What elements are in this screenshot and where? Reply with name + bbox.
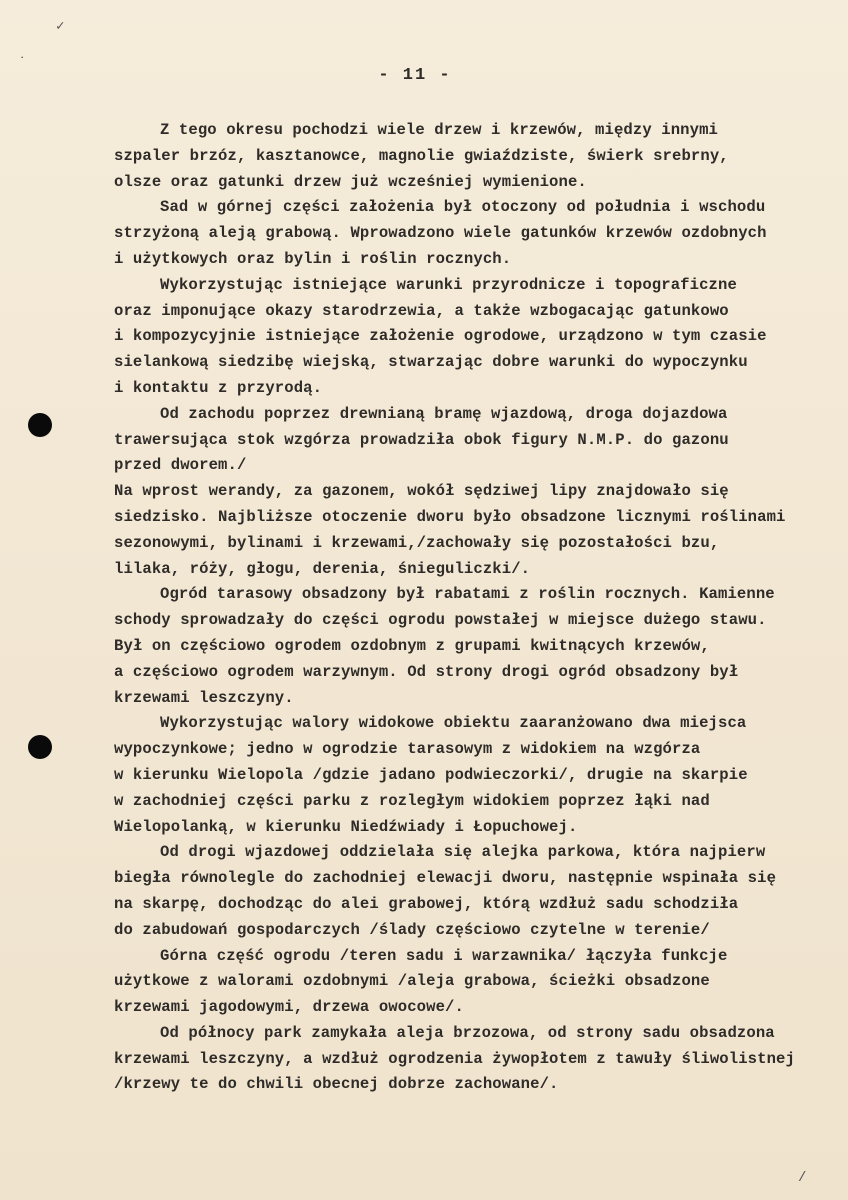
text-line: krzewami leszczyny, a wzdłuż ogrodzenia żywopłotem z tawuły śliwolistnej bbox=[114, 1049, 795, 1068]
text-line: biegła równolegle do zachodniej elewacji dworu, następnie wspinała się bbox=[114, 869, 777, 888]
text-line: wypoczynkowe; jedno w ogrodzie tarasowym z widokiem na wzgórza bbox=[114, 740, 701, 759]
text-line: a częściowo ogrodem warzywnym. Od strony drogi ogród obsadzony był bbox=[114, 662, 739, 681]
speck-mark: ✓ bbox=[56, 19, 65, 35]
text-line: oraz imponujące okazy starodrzewia, a także wzbogacając gatunkowo bbox=[114, 301, 729, 320]
text-line: Górna część ogrodu /teren sadu i warzawnika/ łączyła funkcje bbox=[160, 946, 728, 965]
text-line: trawersująca stok wzgórza prowadziła obok figury N.M.P. do gazonu bbox=[114, 430, 729, 449]
text-line: i kontaktu z przyrodą. bbox=[114, 378, 323, 397]
text-line: krzewami jagodowymi, drzewa owocowe/. bbox=[114, 998, 464, 1017]
text-line: sezonowymi, bylinami i krzewami,/zachowały się pozostałości bzu, bbox=[114, 533, 720, 552]
text-line: użytkowe z walorami ozdobnymi /aleja grabowa, ścieżki obsadzone bbox=[114, 972, 710, 991]
text-line: do zabudowań gospodarczych /ślady częściowo czytelne w terenie/ bbox=[114, 920, 710, 939]
text-line: Wielopolanką, w kierunku Niedźwiady i Łopuchowej. bbox=[114, 817, 578, 836]
text-line: przed dworem./ bbox=[114, 456, 247, 475]
text-line: siedzisko. Najbliższe otoczenie dworu było obsadzone licznymi roślinami bbox=[114, 507, 786, 526]
text-line: strzyżoną aleją grabową. Wprowadzono wiele gatunków krzewów ozdobnych bbox=[114, 224, 767, 243]
text-line: /krzewy te do chwili obecnej dobrze zachowane/. bbox=[114, 1075, 559, 1094]
punch-hole-top bbox=[28, 413, 52, 437]
text-line: Od drogi wjazdowej oddzielała się alejka parkowa, która najpierw bbox=[160, 843, 766, 862]
text-line: w kierunku Wielopola /gdzie jadano podwieczorki/, drugie na skarpie bbox=[114, 765, 748, 784]
text-line: w zachodniej części parku z rozległym widokiem poprzez łąki nad bbox=[114, 791, 710, 810]
text-line: Od zachodu poprzez drewnianą bramę wjazdową, droga dojazdowa bbox=[160, 404, 728, 423]
text-line: Wykorzystując istniejące warunki przyrodnicze i topograficzne bbox=[160, 275, 737, 294]
text-line: i użytkowych oraz bylin i roślin rocznych. bbox=[114, 249, 512, 268]
body-text bbox=[114, 118, 844, 1098]
text-line: olsze oraz gatunki drzew już wcześniej wymienione. bbox=[114, 172, 587, 191]
text-line: lilaka, róży, głogu, derenia, śnieguliczki/. bbox=[114, 559, 531, 578]
text-line: na skarpę, dochodząc do alei grabowej, którą wzdłuż sadu schodziła bbox=[114, 894, 739, 913]
text-line: Z tego okresu pochodzi wiele drzew i krzewów, między innymi bbox=[160, 121, 719, 139]
text-line: Na wprost werandy, za gazonem, wokół sędziwej lipy znajdowało się bbox=[114, 482, 729, 501]
text-line: Sad w górnej części założenia był otoczony od południa i wschodu bbox=[160, 198, 766, 217]
text-line: i kompozycyjnie istniejące założenie ogrodowe, urządzono w tym czasie bbox=[114, 327, 767, 346]
text-line: Ogród tarasowy obsadzony był rabatami z roślin rocznych. Kamienne bbox=[160, 585, 775, 604]
text-line: Od północy park zamykała aleja brzozowa, od strony sadu obsadzona bbox=[160, 1023, 775, 1042]
text-line: schody sprowadzały do części ogrodu powstałej w miejsce dużego stawu. bbox=[114, 611, 767, 630]
speck-mark: ˙ bbox=[18, 56, 27, 72]
text-line: Wykorzystując walory widokowe obiektu zaaranżowano dwa miejsca bbox=[160, 714, 747, 733]
text-line: Był on częściowo ogrodem ozdobnym z grupami kwitnących krzewów, bbox=[114, 636, 710, 655]
page-number: - 11 - bbox=[378, 66, 452, 85]
text-line: krzewami leszczyny. bbox=[114, 688, 294, 707]
punch-hole-bottom bbox=[28, 735, 52, 759]
text-line: sielankową siedzibę wiejską, stwarzając dobre warunki do wypoczynku bbox=[114, 353, 748, 372]
text-line: szpaler brzóz, kasztanowce, magnolie gwiaździste, świerk srebrny, bbox=[114, 146, 729, 165]
speck-mark: / bbox=[798, 1170, 807, 1186]
